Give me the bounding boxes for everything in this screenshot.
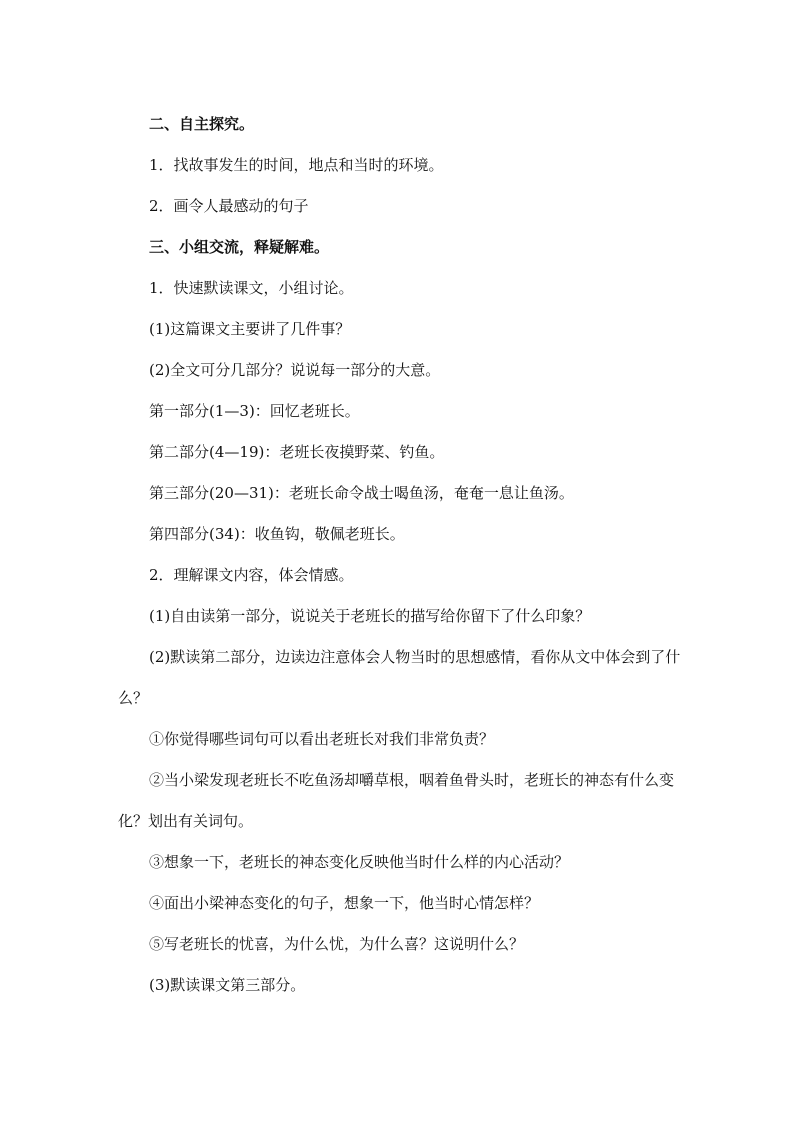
paragraph: 2．理解课文内容，体会情感。 — [149, 566, 354, 584]
paragraph: 1．找故事发生的时间，地点和当时的环境。 — [149, 156, 444, 174]
paragraph: (1)自由读第一部分，说说关于老班长的描写给你留下了什么印象？ — [149, 607, 591, 625]
paragraph: 第三部分(20—31)：老班长命令战士喝鱼汤，奄奄一息让鱼汤。 — [149, 484, 574, 502]
paragraph: 第二部分(4—19)：老班长夜摸野菜、钓鱼。 — [149, 443, 445, 461]
section-heading-self-study: 二、自主探究。 — [149, 115, 255, 133]
paragraph: (3)默读课文第三部分。 — [149, 976, 306, 994]
paragraph: ③想象一下，老班长的神态变化反映他当时什么样的内心活动？ — [149, 853, 570, 871]
paragraph: 2．画令人最感动的句子 — [149, 197, 309, 215]
document-body — [0, 104, 794, 1006]
paragraph: 第一部分(1—3)：回忆老班长。 — [149, 402, 360, 420]
paragraph: ①你觉得哪些词句可以看出老班长对我们非常负责？ — [149, 730, 495, 748]
paragraph: ②当小梁发现老班长不吃鱼汤却嚼草根，咽着鱼骨头时，老班长的神态有什么变化？划出有关词句。 — [118, 771, 675, 830]
paragraph: 1．快速默读课文，小组讨论。 — [149, 279, 354, 297]
section-heading-group-discussion: 三、小组交流，释疑解难。 — [149, 238, 330, 256]
paragraph: ⑤写老班长的忧喜，为什么忧，为什么喜？这说明什么？ — [149, 935, 525, 953]
paragraph: (2)默读第二部分，边读边注意体会人物当时的思想感情，看你从文中体会到了什么？ — [118, 648, 681, 707]
paragraph: (2)全文可分几部分？说说每一部分的大意。 — [149, 361, 441, 379]
paragraph: 第四部分(34)：收鱼钩，敬佩老班长。 — [149, 525, 405, 543]
paragraph: (1)这篇课文主要讲了几件事？ — [149, 320, 351, 338]
paragraph: ④面出小梁神态变化的句子，想象一下，他当时心情怎样？ — [149, 894, 540, 912]
